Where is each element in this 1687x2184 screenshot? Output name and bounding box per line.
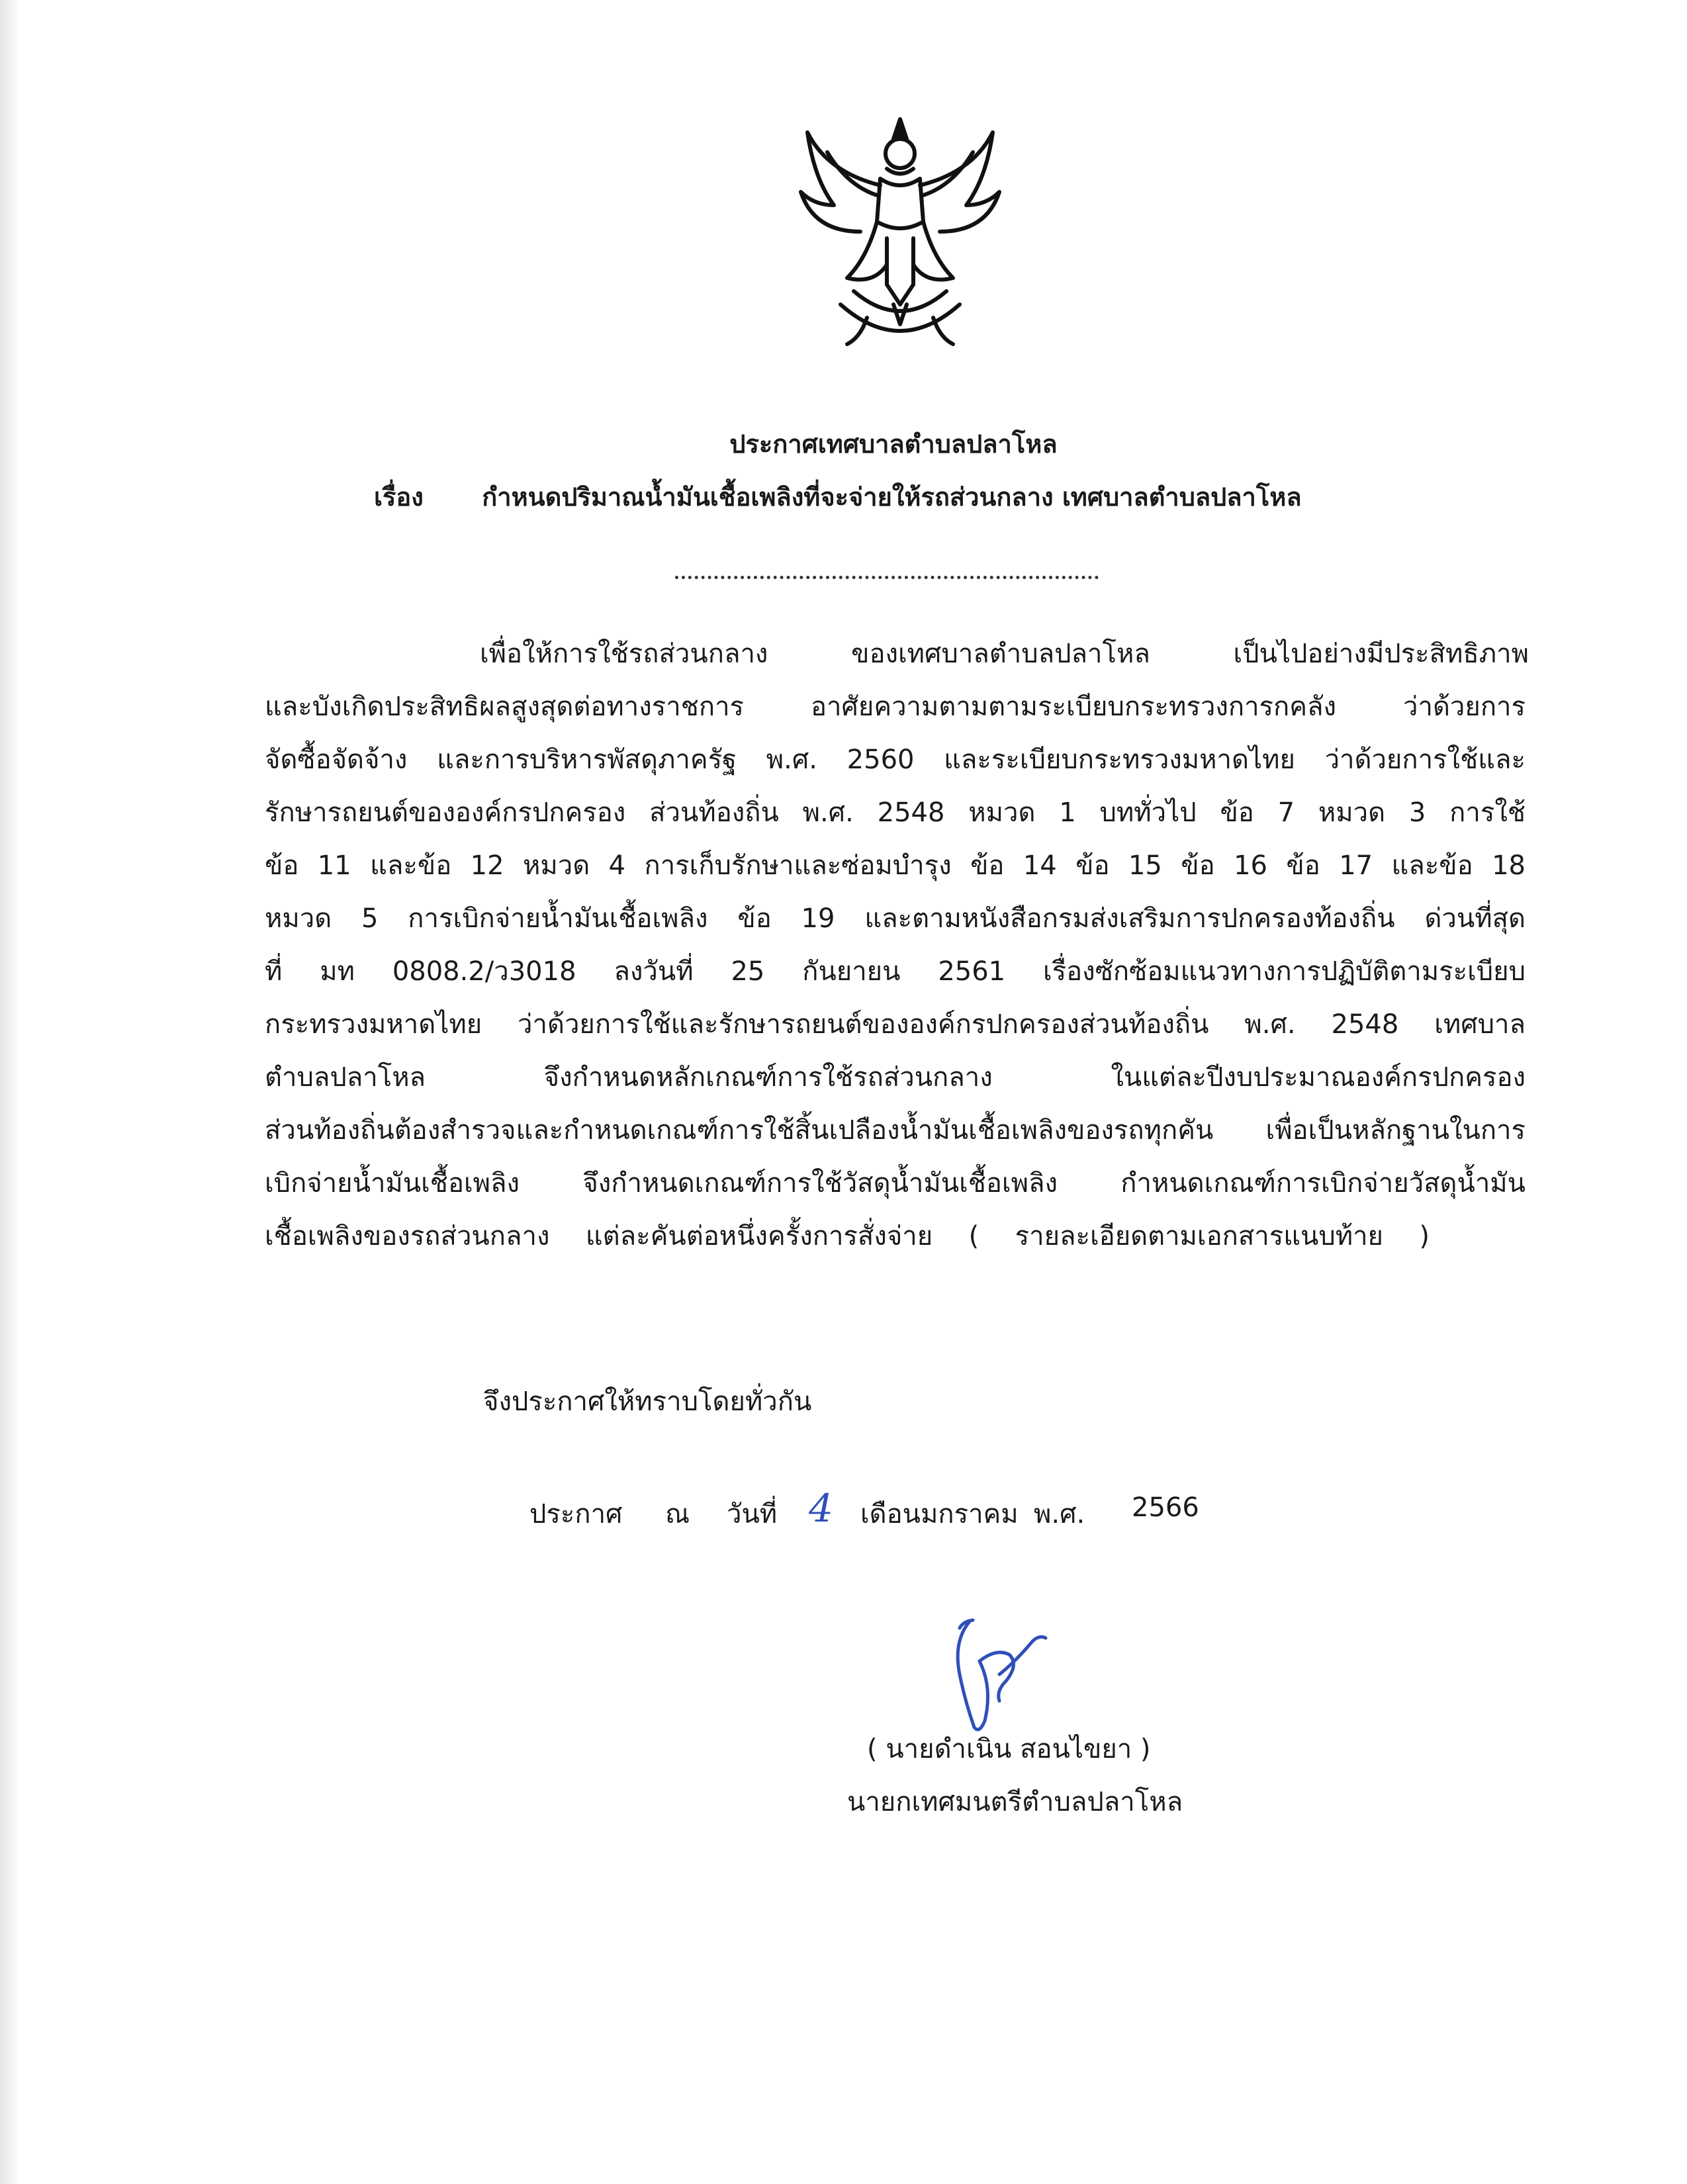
body-line: กระทรวงมหาดไทย ว่าด้วยการใช้และรักษารถยนต์ขององค์กรปกครองส่วนท้องถิ่น พ.ศ. 2548 เทศบาล bbox=[265, 1009, 1526, 1040]
garuda-emblem bbox=[788, 106, 1013, 364]
handwritten-signature bbox=[933, 1602, 1052, 1741]
signer-title: นายกเทศมนตรีตำบลปลาโหล bbox=[847, 1787, 1183, 1817]
body-line: ข้อ 11 และข้อ 12 หมวด 4 การเก็บรักษาและซ่อมบำรุง ข้อ 14 ข้อ 15 ข้อ 16 ข้อ 17 และข้อ 18 bbox=[265, 850, 1526, 881]
date-at-word: ณ bbox=[665, 1499, 690, 1529]
page-edge-shadow bbox=[0, 0, 20, 2184]
subject-row bbox=[374, 477, 1645, 517]
closing-statement: จึงประกาศให้ทราบโดยทั่วกัน bbox=[483, 1387, 812, 1417]
date-announce-word: ประกาศ bbox=[529, 1499, 623, 1529]
body-line: เชื้อเพลิงของรถส่วนกลาง แต่ละคันต่อหนึ่งครั้งการสั่งจ่าย ( รายละเอียดตามเอกสารแนบท้าย ) bbox=[265, 1221, 1430, 1251]
body-line: รักษารถยนต์ขององค์กรปกครอง ส่วนท้องถิ่น พ.ศ. 2548 หมวด 1 บททั่วไป ข้อ 7 หมวด 3 การใช้ bbox=[265, 797, 1526, 828]
date-year: 2566 bbox=[1132, 1492, 1199, 1523]
handwritten-day-number: 4 bbox=[809, 1486, 833, 1531]
body-line: ตำบลปลาโหล จึงกำหนดหลักเกณฑ์การใช้รถส่วนกลาง ในแต่ละปีงบประมาณองค์กรปกครอง bbox=[265, 1062, 1526, 1093]
subject-text: กำหนดปริมาณน้ำมันเชื้อเพลิงที่จะจ่ายให้รถส่วนกลาง เทศบาลตำบลปลาโหล bbox=[482, 482, 1302, 512]
body-line: หมวด 5 การเบิกจ่ายน้ำมันเชื้อเพลิง ข้อ 19 และตามหนังสือกรมส่งเสริมการปกครองท้องถิ่น ด่วนที่สุด bbox=[265, 903, 1526, 934]
body-line: และบังเกิดประสิทธิผลสูงสุดต่อทางราชการ อาศัยความตามตามระเบียบกระทรวงการกคลัง ว่าด้วยการ bbox=[265, 692, 1526, 722]
body-line: เพื่อให้การใช้รถส่วนกลาง ของเทศบาลตำบลปลาโหล เป็นไปอย่างมีประสิทธิภาพ bbox=[480, 639, 1529, 669]
date-day-label: วันที่ bbox=[727, 1499, 778, 1529]
body-line: ที่ มท 0808.2/ว3018 ลงวันที่ 25 กันยายน 2561 เรื่องซักซ้อมแนวทางการปฏิบัติตามระเบียบ bbox=[265, 956, 1526, 987]
body-line: เบิกจ่ายน้ำมันเชื้อเพลิง จึงกำหนดเกณฑ์การใช้วัสดุน้ำมันเชื้อเพลิง กำหนดเกณฑ์การเบิกจ่ายวัสดุน้ำมัน bbox=[265, 1168, 1526, 1199]
subject-label: เรื่อง bbox=[374, 482, 424, 512]
announcement-heading: ประกาศเทศบาลตำบลปลาโหล bbox=[729, 430, 1058, 459]
date-era: พ.ศ. bbox=[1034, 1499, 1085, 1529]
date-month: เดือนมกราคม bbox=[860, 1499, 1019, 1529]
dotted-separator bbox=[675, 576, 1099, 579]
signer-name: ( นายดำเนิน สอนไขยา ) bbox=[867, 1734, 1151, 1764]
body-line: ส่วนท้องถิ่นต้องสำรวจและกำหนดเกณฑ์การใช้สิ้นเปลืองน้ำมันเชื้อเพลิงของรถทุกคัน เพื่อเป็นหลักฐานในการ bbox=[265, 1115, 1526, 1146]
body-line: จัดซื้อจัดจ้าง และการบริหารพัสดุภาครัฐ พ.ศ. 2560 และระเบียบกระทรวงมหาดไทย ว่าด้วยการใช้และ bbox=[265, 745, 1526, 775]
